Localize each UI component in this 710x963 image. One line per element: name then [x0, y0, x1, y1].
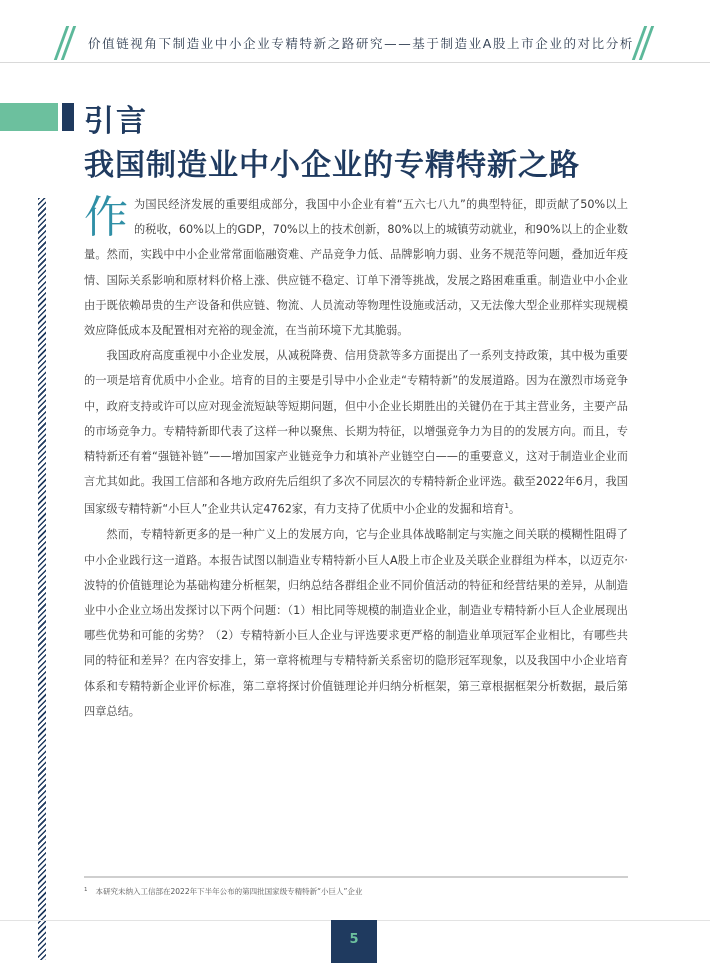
- page-number: 5: [331, 920, 377, 963]
- heading-accent-square: [62, 103, 74, 131]
- section-subtitle: 我国制造业中小企业的专精特新之路: [84, 148, 580, 183]
- section-title: 引言: [84, 104, 148, 139]
- paragraph-1-text: 为国民经济发展的重要组成部分，我国中小企业有着“五六七八九”的典型特征，即贡献了50%以上的税收，60%以上的GDP，70%以上的技术创新，80%以上的城镇劳动就业，和90%以上的企业数量。然而，实践中中小企业常常面临融资难、产品竞争力低、品牌影响力弱、业务不规范等问题，叠加近年疫情、国际关系影响和原材料价格上涨、供应链不稳定、订单下滑等挑战，发展之路困难重重。制造业中小企业由于既依赖昂贵的生产设备和供应链、物流、人员流动等物理性设施或活动，又无法像大型企业那样实现规模效应降低成本及配置相对充裕的现金流，在当前环境下尤其脆弱。: [84, 198, 628, 338]
- paragraph-2: [84, 343, 628, 522]
- paragraph-2-text: 我国政府高度重视中小企业发展，从减税降费、信用贷款等多方面提出了一系列支持政策，其中极为重要的一项是培育优质中小企业。培育的目的主要是引导中小企业走“专精特新”的发展道路。因为在激烈市场竞争中，政府支持或许可以应对现金流短缺等短期问题，但中小企业长期胜出的关键仍在于其主营业务，主要产品的市场竞争力。专精特新即代表了这样一种以聚焦、长期为特征，以增强竞争力为目的的发展方向。而且，专精特新还有着“强链补链”——增加国家产业链竞争力和填补产业链空白——的重要意义，这对于制造业企业而言尤其如此。我国工信部和各地方政府先后组织了多次不同层次的专精特新企业评选。截至2022年6月，我国国家级专精特新“小巨人”企业共认定4762家，有力支持了优质中小企业的发掘和培育: [84, 349, 628, 517]
- paragraph-2-end: 。: [508, 503, 521, 517]
- body-text: [84, 192, 628, 724]
- footnote-reference[interactable]: 1: [504, 502, 509, 511]
- paragraph-1: [84, 192, 628, 343]
- paragraph-3: [84, 522, 628, 724]
- footnote: [84, 886, 628, 897]
- footnote-divider: [84, 876, 628, 878]
- left-margin-decoration: [38, 198, 46, 960]
- footnote-mark: 1: [84, 886, 88, 893]
- header-divider: [0, 62, 710, 63]
- running-header-title: 价值链视角下制造业中小企业专精特新之路研究——基于制造业A股上市企业的对比分析: [88, 36, 634, 51]
- paragraph-3-text: 然而，专精特新更多的是一种广义上的发展方向，它与企业具体战略制定与实施之间关联的模糊性阻碍了中小企业践行这一道路。本报告试图以制造业专精特新小巨人A股上市企业及关联企业群组为样本，以迈克尔·波特的价值链理论为基础构建分析框架，归纳总结各群组企业不同价值活动的特征和经营结果的差异，从制造业中小企业立场出发探讨以下两个问题：（1）相比同等规模的制造业企业，制造业专精特新小巨人企业展现出哪些优势和可能的劣势？（2）专精特新小巨人企业与评选要求更严格的制造业单项冠军企业相比，有哪些共同的特征和差异？在内容安排上，第一章将梳理与专精特新关系密切的隐形冠军现象，以及我国中小企业培育体系和专精特新企业评价标准，第二章将探讨价值链理论并归纳分析框架，第三章根据框架分析数据，最后第四章总结。: [84, 528, 628, 718]
- dropcap-character: 作: [84, 192, 128, 243]
- page-header: [0, 0, 710, 70]
- footnote-text: 本研究未纳入工信部在2022年下半年公布的第四批国家级专精特新“小巨人”企业: [95, 887, 363, 896]
- heading-accent-bar: [0, 103, 58, 131]
